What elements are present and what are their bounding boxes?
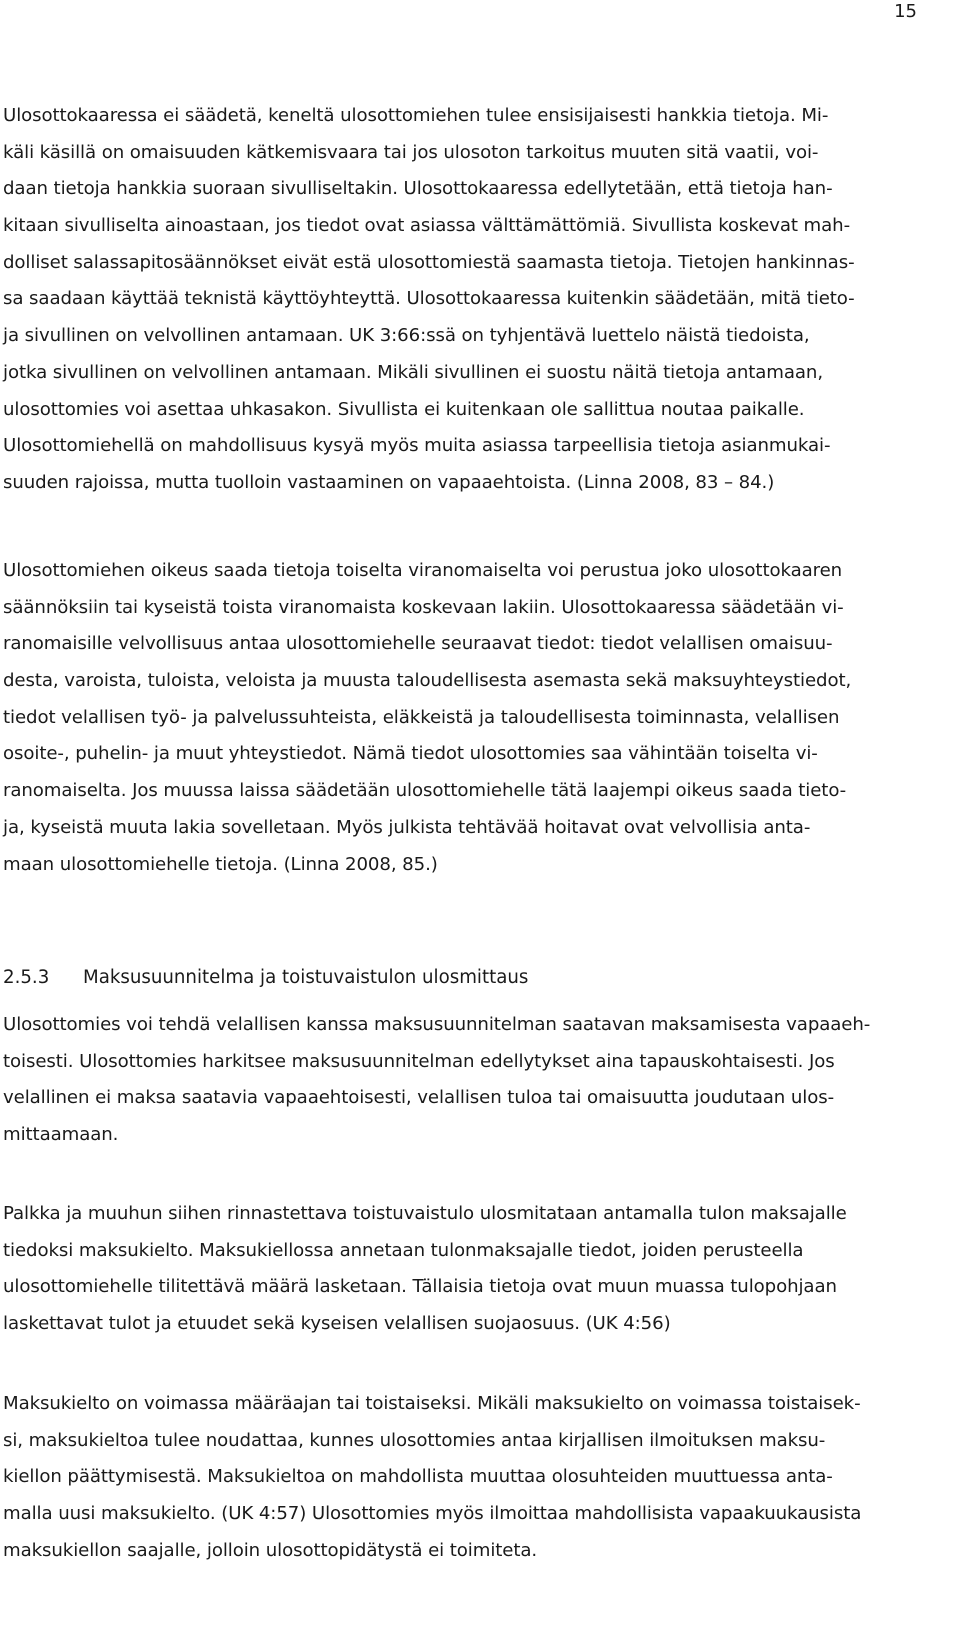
paragraph-2 (3, 553, 933, 883)
text-line: desta, varoista, tuloista, veloista ja muusta taloudellisesta asemasta sekä maksuyhteystiedot, (3, 670, 852, 692)
text-line: kitaan sivulliselta ainoastaan, jos tiedot ovat asiassa välttämättömiä. Sivullista koskevat mah- (3, 215, 851, 237)
text-line: Maksukielto on voimassa määräajan tai toistaiseksi. Mikäli maksukielto on voimassa toistaisek- (3, 1393, 861, 1414)
text-line: Ulosottokaaressa ei säädetä, keneltä ulosottomiehen tulee ensisijaisesti hankkia tietoja. Mi- (3, 105, 829, 126)
text-line: osoite-, puhelin- ja muut yhteystiedot. Nämä tiedot ulosottomies saa vähintään toiselta vi- (3, 743, 818, 765)
text-line: sa saadaan käyttää teknistä käyttöyhteyttä. Ulosottokaaressa kuitenkin säädetään, mitä tieto- (3, 288, 855, 310)
page-number: 15 (894, 1, 917, 22)
section-heading (3, 966, 528, 990)
text-line: ulosottomiehelle tilitettävä määrä lasketaan. Tällaisia tietoja ovat muun muassa tulopohjaan (3, 1276, 837, 1298)
text-line: Palkka ja muuhun siihen rinnastettava toistuvaistulo ulosmitataan antamalla tulon maksajalle (3, 1203, 847, 1224)
paragraph-3 (3, 1007, 933, 1154)
text-line: maksukiellon saajalle, jolloin ulosottopidätystä ei toimiteta. (3, 1539, 538, 1561)
text-line: Ulosottomies voi tehdä velallisen kanssa maksusuunnitelman saatavan maksamisesta vapaaeh- (3, 1014, 871, 1035)
paragraph-5 (3, 1386, 933, 1569)
text-line: ranomaisille velvollisuus antaa ulosottomiehelle seuraavat tiedot: tiedot velallisen omaisuu- (3, 633, 833, 655)
text-line: ranomaiselta. Jos muussa laissa säädetään ulosottomiehelle tätä laajempi oikeus saada tieto- (3, 780, 847, 802)
text-line: käli käsillä on omaisuuden kätkemisvaara tai jos ulosoton tarkoitus muuten sitä vaatii, voi- (3, 141, 819, 163)
text-line: daan tietoja hankkia suoraan sivulliseltakin. Ulosottokaaressa edellytetään, että tietoja han- (3, 178, 833, 200)
text-line: ja sivullinen on velvollinen antamaan. UK 3:66:ssä on tyhjentävä luettelo näistä tiedoista, (3, 325, 810, 347)
text-line: toisesti. Ulosottomies harkitsee maksusuunnitelman edellytykset aina tapauskohtaisesti. Jos (3, 1050, 835, 1072)
text-line: jotka sivullinen on velvollinen antamaan. Mikäli sivullinen ei suostu näitä tietoja antamaan, (3, 361, 824, 383)
section-number: 2.5.3 (3, 967, 50, 988)
text-line: tiedoksi maksukielto. Maksukiellossa annetaan tulonmaksajalle tiedot, joiden perusteella (3, 1239, 804, 1261)
text-line: laskettavat tulot ja etuudet sekä kyseisen velallisen suojaosuus. (UK 4:56) (3, 1313, 671, 1335)
text-line: si, maksukieltoa tulee noudattaa, kunnes ulosottomies antaa kirjallisen ilmoituksen maksu- (3, 1429, 826, 1451)
paragraph-1 (3, 98, 933, 502)
section-title: Maksusuunnitelma ja toistuvaistulon ulosmittaus (83, 967, 529, 988)
text-line: Ulosottomiehellä on mahdollisuus kysyä myös muita asiassa tarpeellisia tietoja asianmukai- (3, 435, 831, 457)
text-line: malla uusi maksukielto. (UK 4:57) Ulosottomies myös ilmoittaa mahdollisista vapaakuukausista (3, 1503, 862, 1525)
text-line: dolliset salassapitosäännökset eivät estä ulosottomiestä saamasta tietoja. Tietojen hankinnas- (3, 251, 855, 273)
text-line: kiellon päättymisestä. Maksukieltoa on mahdollista muuttaa olosuhteiden muuttuessa anta- (3, 1466, 833, 1488)
text-line: suuden rajoissa, mutta tuolloin vastaaminen on vapaaehtoista. (Linna 2008, 83 – 84.) (3, 471, 775, 493)
text-line: maan ulosottomiehelle tietoja. (Linna 2008, 85.) (3, 853, 438, 875)
text-line: Ulosottomiehen oikeus saada tietoja toiselta viranomaiselta voi perustua joko ulosottokaaren (3, 560, 843, 581)
paragraph-4 (3, 1196, 933, 1343)
text-line: säännöksiin tai kyseistä toista viranomaista koskevaan lakiin. Ulosottokaaressa säädetään vi- (3, 596, 844, 618)
text-line: mittaamaan. (3, 1124, 119, 1146)
text-line: tiedot velallisen työ- ja palvelussuhteista, eläkkeistä ja taloudellisesta toiminnasta, velallisen (3, 706, 840, 728)
text-line: ulosottomies voi asettaa uhkasakon. Sivullista ei kuitenkaan ole sallittua noutaa paikalle. (3, 398, 805, 420)
text-line: velallinen ei maksa saatavia vapaaehtoisesti, velallisen tuloa tai omaisuutta joudutaan ulos- (3, 1087, 835, 1109)
text-line: ja, kyseistä muuta lakia sovelletaan. Myös julkista tehtävää hoitavat ovat velvollisia anta- (3, 816, 811, 838)
